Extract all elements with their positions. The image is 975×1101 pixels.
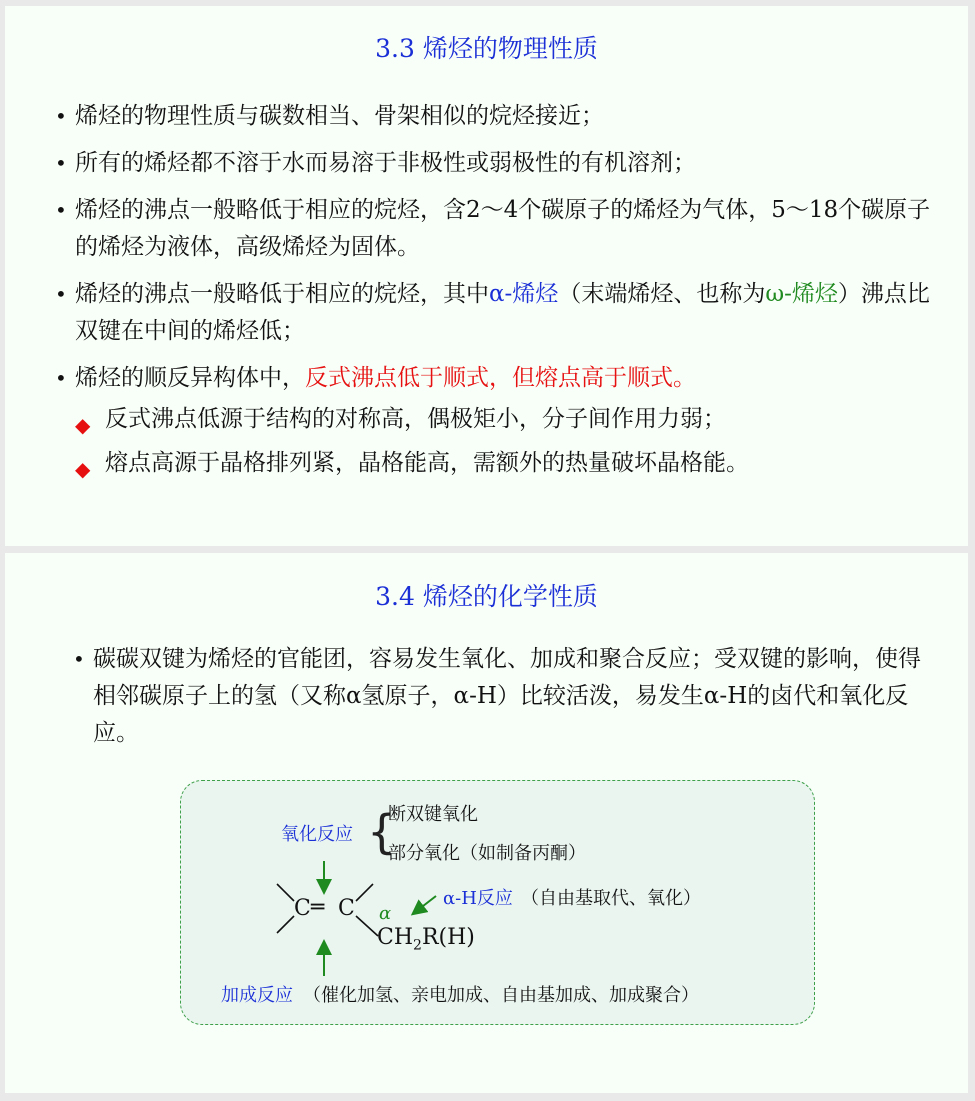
bullet-item bbox=[53, 360, 933, 397]
bond-line bbox=[277, 916, 294, 933]
bullet-text: 烯烃的沸点一般略低于相应的烷烃，含2～4个碳原子的烯烃为气体，5～18个碳原子的烯烃为液体，高级烯烃为固体。 bbox=[75, 197, 931, 260]
oxidation-item: 部分氧化（如制备丙酮） bbox=[388, 843, 586, 864]
bullet-text: 烯烃的物理性质与碳数相当、骨架相似的烷烃接近； bbox=[75, 103, 604, 129]
addition-detail: （催化加氢、亲电加成、自由基加成、加成聚合） bbox=[303, 985, 699, 1006]
sub-bullet-item bbox=[75, 445, 933, 482]
brace-icon: { bbox=[367, 805, 397, 859]
addition-label: 加成反应 bbox=[221, 985, 293, 1006]
bullet-item bbox=[53, 98, 933, 135]
bullet-item bbox=[53, 145, 933, 182]
rh-text: R(H) bbox=[421, 925, 475, 950]
bullet-item bbox=[53, 276, 933, 350]
oxidation-item: 断双键氧化 bbox=[388, 804, 478, 825]
alpha-h-detail: （自由基取代、氧化） bbox=[521, 888, 701, 909]
sub-bullet-item bbox=[75, 401, 933, 438]
bullet-list bbox=[53, 98, 933, 489]
omega-olefin-term: ω-烯烃 bbox=[765, 281, 838, 307]
arrow-alpha-h bbox=[414, 896, 436, 913]
ch-text: CH bbox=[377, 925, 414, 950]
bond-line bbox=[356, 884, 373, 901]
alpha-h-label: α-H反应 bbox=[443, 888, 513, 909]
sub-bullet-text: 熔点高源于晶格排列紧，晶格能高，需额外的热量破坏晶格能。 bbox=[105, 450, 749, 476]
bond-line bbox=[277, 884, 294, 901]
bullet-text: 碳碳双键为烯烃的官能团，容易发生氧化、加成和聚合反应；受双键的影响，使得相邻碳原子上的氢（又称α氢原子，α-H）比较活泼，易发生α-H的卤代和氧化反应。 bbox=[93, 646, 921, 746]
bullet-text: （末端烯烃、也称为 bbox=[558, 281, 766, 307]
bond-line bbox=[356, 916, 378, 936]
subscript-2: 2 bbox=[413, 937, 422, 954]
double-bond: ═ bbox=[311, 895, 325, 920]
diamond-bullet-icon: ◆ bbox=[75, 457, 91, 481]
alpha-olefin-term: α-烯烃 bbox=[489, 281, 559, 307]
bullet-item bbox=[53, 192, 933, 266]
sub-bullet-text: 反式沸点低源于结构的对称高，偶极矩小，分子间作用力弱； bbox=[105, 406, 726, 432]
alpha-marker: α bbox=[379, 903, 392, 924]
carbon-right: C bbox=[338, 896, 355, 921]
reaction-diagram bbox=[180, 780, 815, 1025]
ch2r-group bbox=[377, 925, 475, 958]
carbon-left: C bbox=[294, 896, 311, 921]
bullet-list bbox=[71, 641, 931, 762]
slide-physical-properties bbox=[5, 6, 968, 546]
slide-title: 3.4 烯烃的化学性质 bbox=[375, 582, 598, 611]
slide-chemical-properties bbox=[5, 553, 968, 1093]
highlight-text: 反式沸点低于顺式，但熔点高于顺式。 bbox=[305, 365, 696, 391]
bullet-text: ）沸点比双键在中间的烯烃低； bbox=[75, 281, 930, 344]
bullet-text: 烯烃的沸点一般略低于相应的烷烃，其中 bbox=[75, 281, 489, 307]
slide-title: 3.3 烯烃的物理性质 bbox=[375, 34, 598, 63]
bullet-text: 烯烃的顺反异构体中， bbox=[75, 365, 305, 391]
bullet-item bbox=[71, 641, 931, 752]
bullet-text: 所有的烯烃都不溶于水而易溶于非极性或弱极性的有机溶剂； bbox=[75, 150, 696, 176]
diamond-bullet-icon: ◆ bbox=[75, 413, 91, 437]
oxidation-label: 氧化反应 bbox=[281, 824, 353, 845]
